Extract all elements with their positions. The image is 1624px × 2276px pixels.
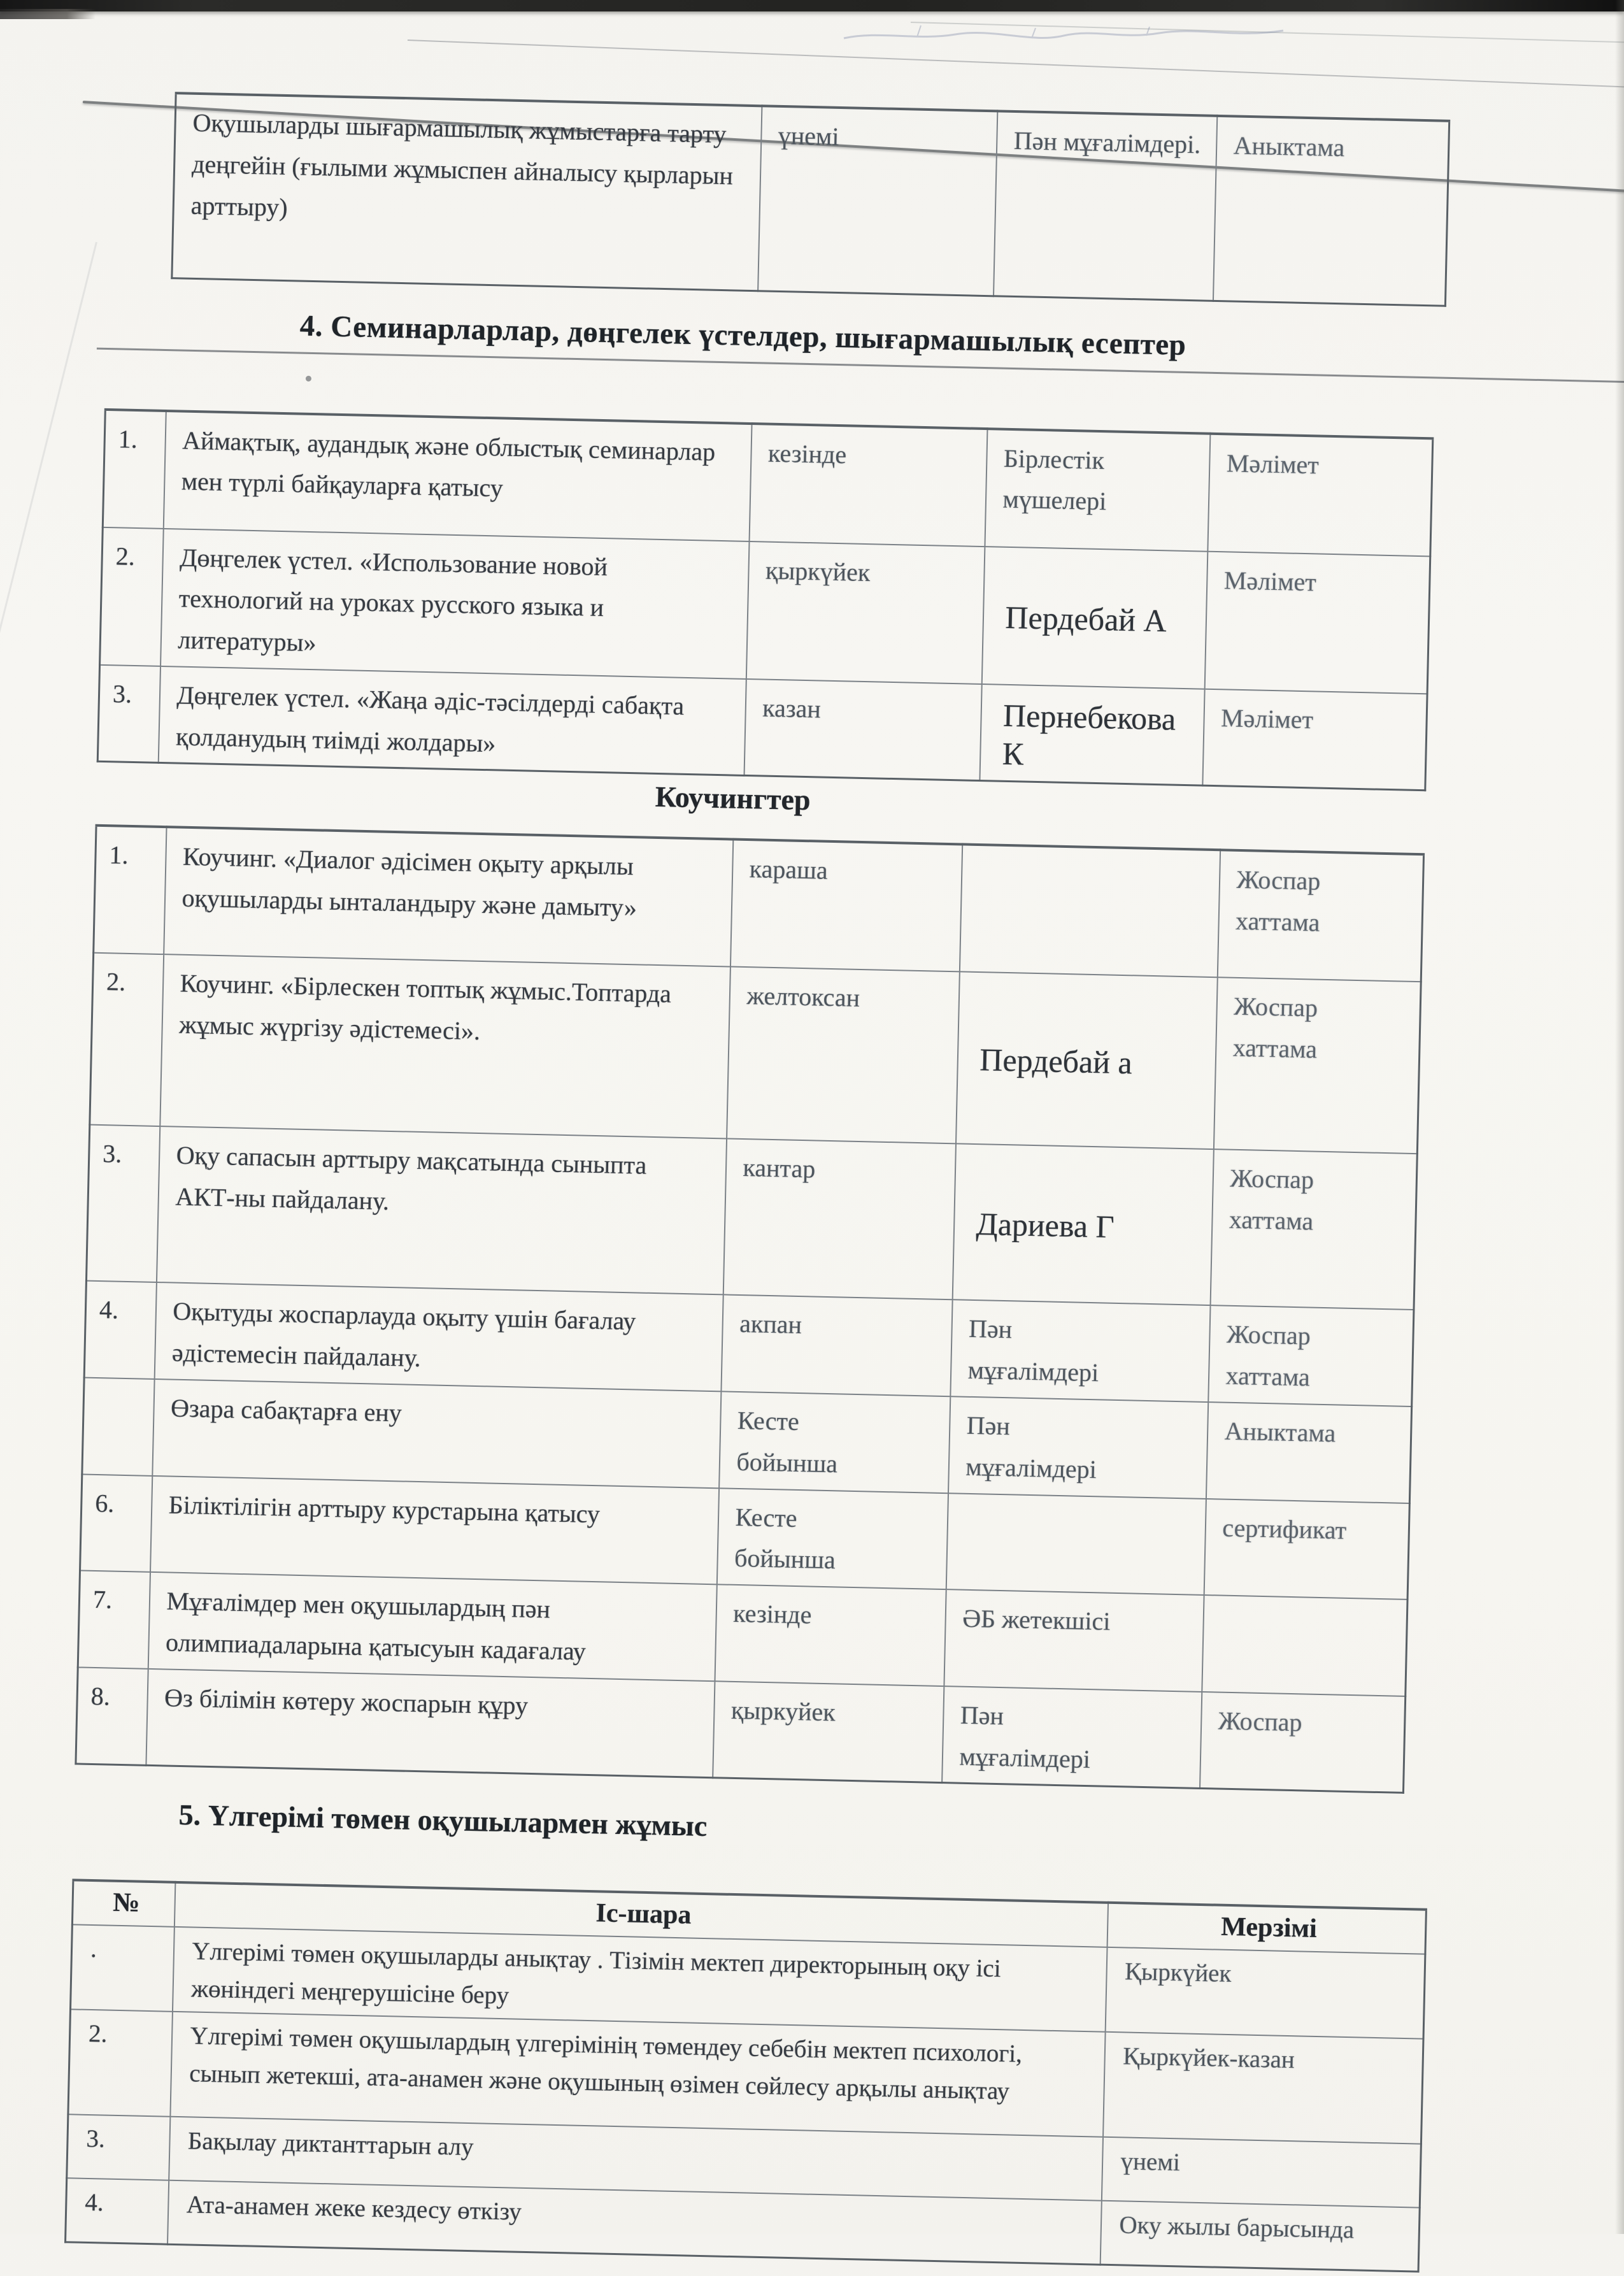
period-cell: акпан xyxy=(721,1295,952,1396)
result-cell: Жоспар хаттама xyxy=(1217,850,1423,982)
period-cell: Кесте бойынша xyxy=(719,1391,950,1492)
activity-cell: Үлгерімі төмен оқушылардың үлгерімінің төмендеу себебін мектеп психологі, сынып жетекші, ата-анамен және оқушының өзімен сөйлесу арқылы анықтау xyxy=(170,2012,1105,2137)
table-row xyxy=(86,1125,1417,1310)
number-header-cell: № xyxy=(72,1880,175,1927)
responsible-cell xyxy=(959,845,1220,978)
scan-top-corner-artifact xyxy=(0,9,96,19)
period-cell: қыркүйек xyxy=(746,541,985,684)
period-cell: кантар xyxy=(723,1139,955,1300)
row-number-cell: 3. xyxy=(67,2115,170,2180)
coaching-table xyxy=(75,824,1425,1794)
result-cell: Жоспар хаттама xyxy=(1213,978,1421,1154)
previous-section-table xyxy=(171,92,1450,306)
activity-cell: Біліктілігін арттыру курстарына қатысу xyxy=(150,1476,719,1585)
activity-cell: Өзара сабақтарға ену xyxy=(152,1379,721,1488)
responsible-cell: Пән мұғалімдері xyxy=(948,1396,1208,1498)
row-number-cell: 6. xyxy=(80,1474,152,1572)
period-cell: кезінде xyxy=(749,424,987,547)
result-cell: сертификат xyxy=(1204,1499,1409,1600)
row-number-cell: 3. xyxy=(86,1125,159,1282)
result-cell: Жоспар xyxy=(1199,1692,1405,1793)
activity-cell: Өз білімін көтеру жоспарын құру xyxy=(146,1669,715,1778)
result-cell xyxy=(1202,1595,1407,1696)
activity-cell: Ата-анамен жеке кездесу өткізу xyxy=(167,2180,1101,2265)
row-number-cell: 1. xyxy=(103,409,166,528)
activity-cell: Оқушыларды шығармашылық жұмыстарға тарту деңгейін (ғылыми жұмыспен айналысу қырларын арттыру) xyxy=(172,93,762,290)
section5-table xyxy=(64,1879,1427,2273)
result-cell: Жоспар хаттама xyxy=(1208,1306,1414,1407)
responsible-cell: Пердебай а xyxy=(955,972,1217,1150)
section4-table xyxy=(97,408,1434,791)
period-cell: қыркуйек xyxy=(713,1681,944,1783)
table-row xyxy=(172,93,1449,306)
result-cell: Аныктама xyxy=(1213,116,1449,306)
activity-cell: Бақылау диктанттарын алу xyxy=(169,2117,1103,2201)
result-cell: Мәлімет xyxy=(1207,433,1433,556)
row-number-cell xyxy=(82,1378,154,1476)
row-number-cell: 2. xyxy=(68,2010,173,2117)
section5-title: 5. Үлгерімі төмен оқушылармен жұмыс xyxy=(178,1798,708,1843)
period-cell: караша xyxy=(730,840,962,972)
responsible-cell: Пердебай А xyxy=(981,547,1207,689)
activity-cell: Оқытуды жоспарлауда оқыту үшін бағалау әдістемесін пайдалану. xyxy=(154,1282,723,1391)
period-cell: Қыркүйек-казан xyxy=(1103,2032,1423,2144)
responsible-cell: ӘБ жетекшісі xyxy=(944,1589,1204,1691)
responsible-cell: Пән мұғалімдері xyxy=(950,1300,1210,1402)
result-cell: Жоспар хаттама xyxy=(1210,1150,1417,1310)
responsible-cell: Пән мұғалімдері. xyxy=(994,111,1217,300)
row-number-cell: 7. xyxy=(78,1571,150,1669)
period-cell: Оку жылы барысында xyxy=(1100,2201,1420,2272)
period-cell: казан xyxy=(744,679,981,781)
responsible-cell: Пернебекова К xyxy=(979,684,1204,786)
activity-cell: Үлгерімі төмен оқушыларды анықтау . Тізімін мектеп директорының оқу ісі жөніндегі меңгерушісіне беру xyxy=(172,1927,1107,2032)
responsible-cell xyxy=(946,1493,1206,1595)
row-number-cell: . xyxy=(70,1925,174,2012)
activity-cell: Коучинг. «Бірлескен топтық жұмыс.Топтарда жұмыс жүргізу әдістемесі». xyxy=(160,955,730,1139)
table-row xyxy=(90,953,1421,1154)
period-cell: желтоксан xyxy=(727,967,960,1144)
row-number-cell: 4. xyxy=(84,1281,156,1379)
row-number-cell: 2. xyxy=(90,953,164,1126)
document-content xyxy=(64,83,1480,2273)
row-number-cell: 2. xyxy=(100,527,164,666)
activity-cell: Мұғалімдер мен оқушылардың пән олимпиадаларына қатысуын кадағалау xyxy=(148,1572,716,1681)
period-cell: үнемі xyxy=(1101,2137,1421,2208)
coaching-title: Коучингтер xyxy=(655,780,811,817)
scan-fold-line-left xyxy=(0,242,97,700)
row-number-cell: 1. xyxy=(94,826,166,954)
scan-top-edge-artifact xyxy=(0,0,1624,11)
scan-dot-artifact xyxy=(306,376,311,382)
responsible-cell: Дариева Г xyxy=(952,1144,1213,1306)
period-cell: Қыркүйек xyxy=(1105,1947,1425,2039)
period-cell: үнемі xyxy=(758,106,997,296)
page-edge-shadow xyxy=(1615,0,1624,2234)
period-header-cell: Мерзімі xyxy=(1107,1903,1426,1954)
activity-cell: Дөңгелек үстел. «Использование новой технологий на уроках русского языка и литературы» xyxy=(160,528,750,678)
result-cell: Мәлімет xyxy=(1202,689,1427,791)
activity-cell: Дөңгелек үстел. «Жаңа әдіс-тәсілдерді сабақта қолданудың тиімді жолдары» xyxy=(158,666,746,776)
responsible-cell: Пән мұғалімдері xyxy=(942,1686,1202,1789)
period-cell: кезінде xyxy=(715,1585,946,1686)
activity-cell: Коучинг. «Диалог әдісімен оқыту арқылы оқушыларды ынталандыру және дамыту» xyxy=(164,827,733,967)
result-cell: Аныктама xyxy=(1206,1402,1411,1503)
period-cell: Кесте бойынша xyxy=(716,1488,948,1589)
activity-cell: Оқу сапасын арттыру мақсатында сыныпта АКТ-ны пайдалану. xyxy=(156,1127,726,1295)
activity-header-cell: Іс-шара xyxy=(174,1882,1108,1947)
result-cell: Мәлімет xyxy=(1204,551,1430,694)
handwriting-mark-artifact xyxy=(841,11,1286,53)
activity-cell: Аймақтық, аудандық және облыстық семинарлар мен түрлі байқауларға қатысу xyxy=(163,410,751,541)
section4-title: 4. Семинарларлар, дөңгелек үстелдер, шығармашылық есептер xyxy=(299,309,1186,362)
responsible-cell: Бірлестік мүшелері xyxy=(985,429,1210,552)
row-number-cell: 8. xyxy=(76,1667,148,1765)
row-number-cell: 3. xyxy=(97,665,160,763)
row-number-cell: 4. xyxy=(66,2179,169,2244)
